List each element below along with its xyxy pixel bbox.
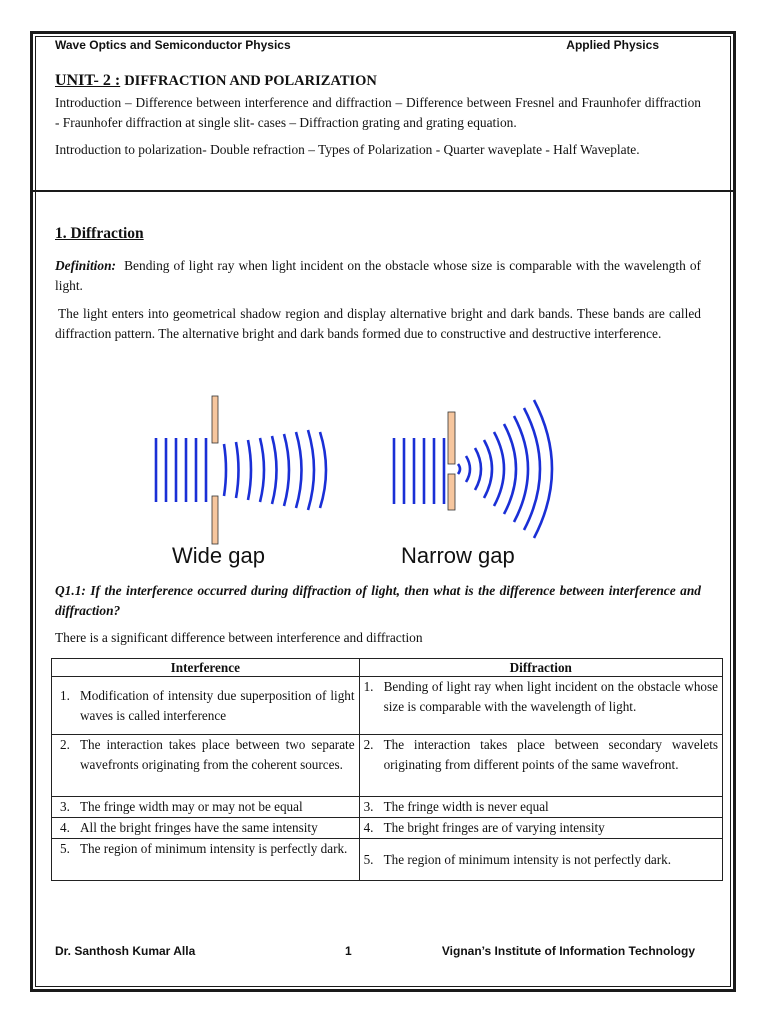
diffraction-figure: [140, 390, 600, 550]
barrier-top-narrow: [448, 412, 455, 464]
table-cell-diffraction: [359, 797, 722, 818]
table-cell-diffraction: [359, 735, 722, 797]
cell-text: The region of minimum intensity is perfectly dark.: [80, 841, 348, 856]
row-number: 2.: [60, 737, 70, 752]
cell-text: Modification of intensity due superposition of light waves is called interference: [80, 687, 355, 723]
row-number: 4.: [60, 820, 70, 835]
definition-text: Bending of light ray when light incident on the obstacle whose size is comparable with the wavelength of light.: [55, 258, 701, 293]
cell-text: All the bright fringes have the same intensity: [80, 820, 318, 835]
table-cell-diffraction: [359, 818, 722, 839]
barrier-bottom-narrow: [448, 474, 455, 510]
incident-waves-narrow: [394, 438, 444, 504]
unit-syllabus: [55, 93, 701, 160]
barrier-bottom-wide: [212, 496, 218, 544]
cell-text: The bright fringes are of varying intensity: [383, 820, 605, 835]
incident-waves-wide: [156, 438, 206, 502]
table-row: [52, 839, 723, 881]
syllabus-polarization: Introduction to polarization- Double refraction – Types of Polarization - Quarter waveplate - Half Waveplate.: [55, 142, 640, 157]
table-row: [52, 797, 723, 818]
row-number: 1.: [60, 687, 70, 703]
table-cell-interference: [52, 735, 360, 797]
cell-text: The interaction takes place between two separate wavefronts originating from the coherent sources.: [80, 737, 355, 772]
barrier-top-wide: [212, 396, 218, 443]
syllabus-diffraction: Introduction – Difference between interference and diffraction – Difference between Fresnel and Fraunhofer diffraction - Fraunhofer diffraction at single slit- cases – Diffraction grating and grating equation.: [55, 95, 701, 130]
header-interference: Interference: [52, 659, 360, 677]
answer-intro: There is a significant difference between interference and diffraction: [55, 630, 423, 645]
header-subject: Wave Optics and Semiconductor Physics: [55, 38, 291, 52]
footer-institute: Vignan’s Institute of Information Technology: [441, 944, 695, 958]
table-cell-interference: [52, 677, 360, 735]
page-header: [55, 38, 659, 54]
wide-gap-figure: [156, 396, 326, 544]
table-row: [52, 677, 723, 735]
footer-page-number: 1: [345, 944, 352, 958]
unit-title: [55, 72, 377, 90]
row-number: 4.: [363, 820, 374, 835]
row-number: 3.: [363, 799, 374, 814]
section-divider: [33, 190, 733, 192]
diffracted-waves-wide: [224, 430, 326, 510]
row-number: 1.: [363, 679, 374, 694]
cell-text: The fringe width may or may not be equal: [80, 799, 303, 814]
diffraction-pattern-paragraph: The light enters into geometrical shadow region and display alternative bright and dark bands. These bands are called diffraction pattern. The alternative bright and dark bands formed due to constructive and destructive interference.: [55, 306, 701, 341]
unit-label: UNIT- 2 :: [55, 72, 121, 89]
narrow-gap-caption: Narrow gap: [401, 543, 515, 568]
cell-text: The region of minimum intensity is not perfectly dark.: [383, 851, 672, 867]
footer-author: Dr. Santhosh Kumar Alla: [55, 944, 196, 958]
table-cell-interference: [52, 839, 360, 881]
row-number: 5.: [60, 841, 70, 856]
definition-term: Definition:: [55, 258, 117, 273]
table-cell-diffraction: [359, 677, 722, 735]
narrow-gap-figure: [394, 400, 552, 538]
comparison-table: [51, 658, 723, 881]
section-title: 1. Diffraction: [55, 225, 144, 242]
table-cell-diffraction: [359, 839, 722, 881]
cell-text: The fringe width is never equal: [383, 799, 549, 814]
row-number: 2.: [363, 737, 374, 752]
cell-text: The interaction takes place between secondary wavelets originating from different points of the same wavefront.: [383, 737, 718, 772]
definition-paragraph: [55, 256, 701, 296]
row-number: 5.: [363, 851, 374, 867]
row-number: 3.: [60, 799, 70, 814]
table-row: [52, 735, 723, 797]
cell-text: Bending of light ray when light incident on the obstacle whose size is comparable with the wavelength of light.: [383, 679, 718, 714]
wide-gap-caption: Wide gap: [172, 543, 265, 568]
header-course: Applied Physics: [566, 38, 659, 52]
diffracted-waves-narrow: [458, 400, 552, 538]
unit-name: DIFFRACTION AND POLARIZATION: [124, 73, 377, 89]
table-row: [52, 818, 723, 839]
table-cell-interference: [52, 818, 360, 839]
table-header-row: [52, 659, 723, 677]
question-q1-1: Q1.1: If the interference occurred during diffraction of light, then what is the difference between interference and diffraction?: [55, 583, 701, 618]
header-diffraction: Diffraction: [359, 659, 722, 677]
table-cell-interference: [52, 797, 360, 818]
